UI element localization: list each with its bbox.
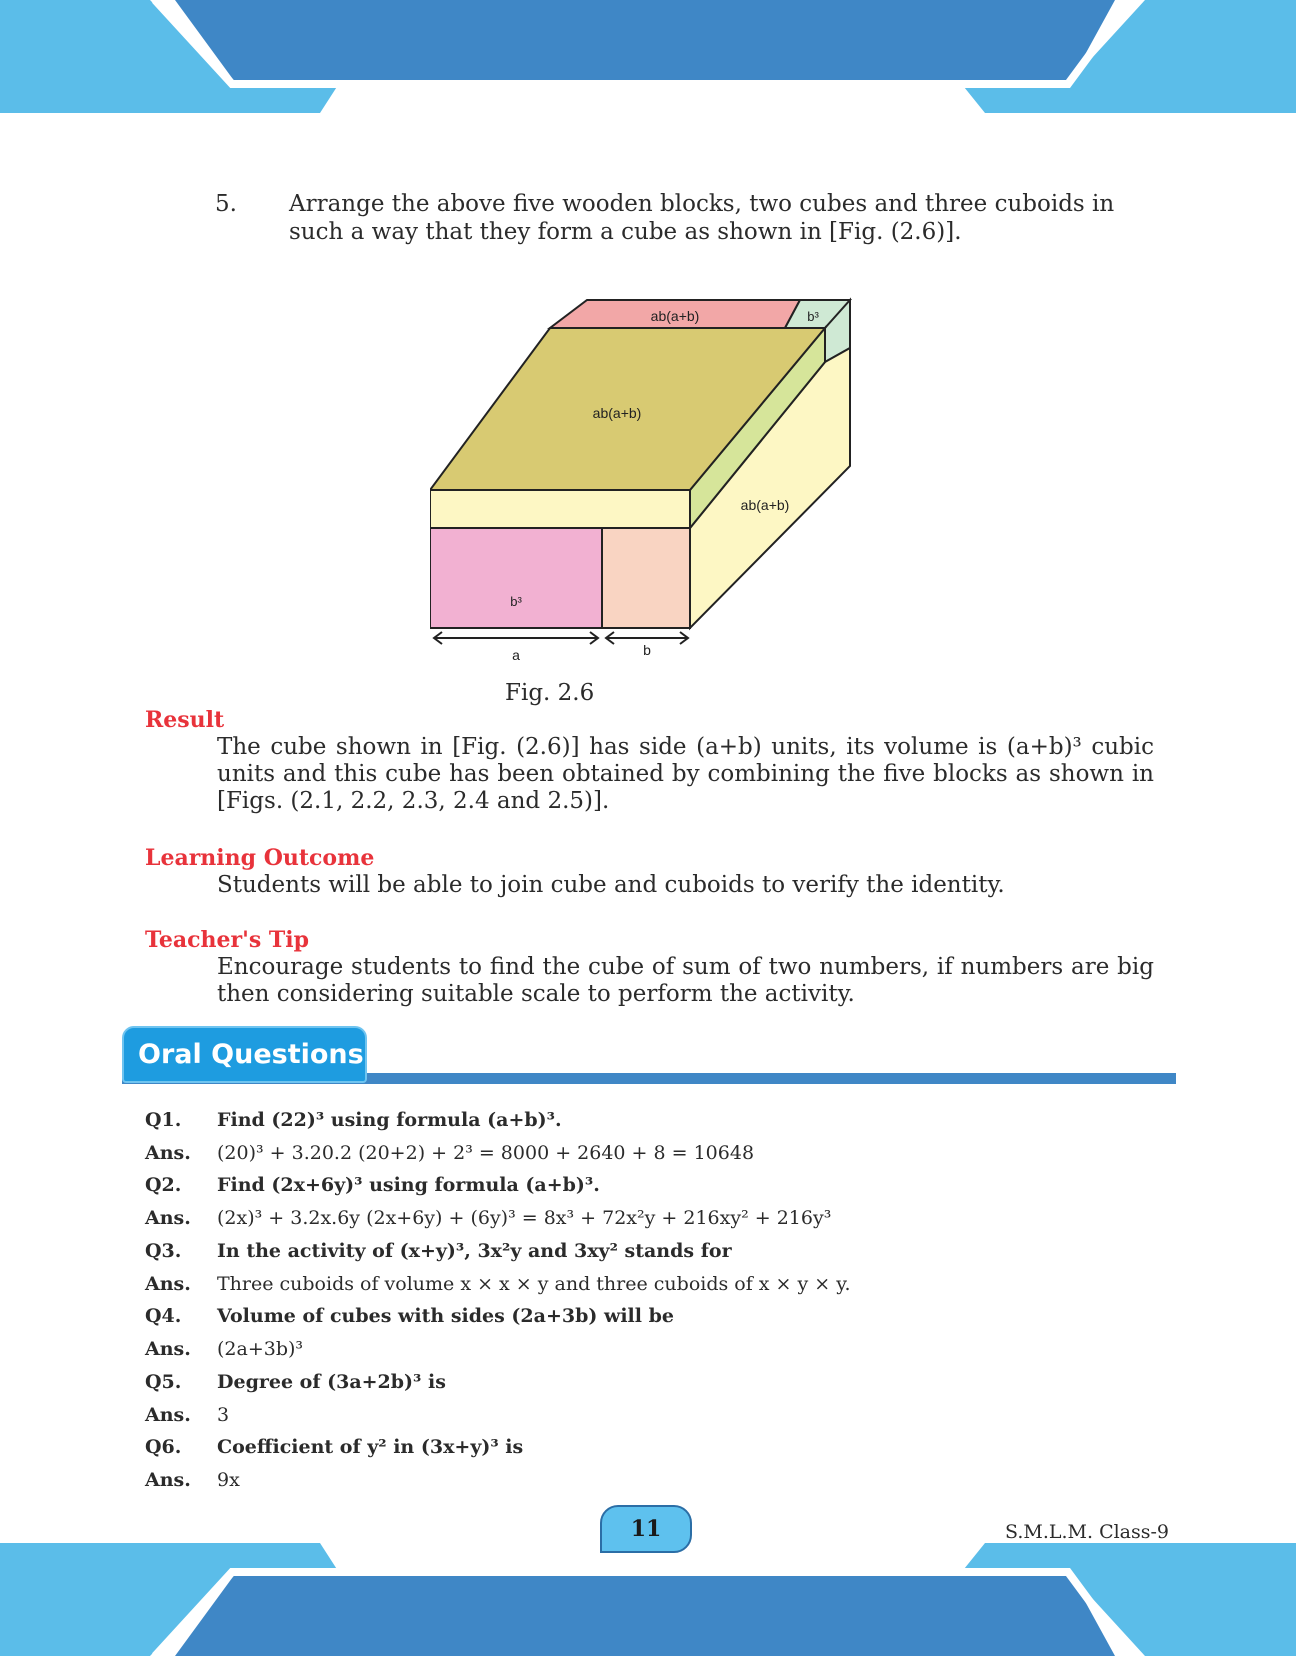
teachers-tip-heading: Teacher's Tip: [145, 927, 309, 953]
answer-label: Ans.: [145, 1142, 191, 1164]
answer-text: 9x: [217, 1469, 240, 1491]
answer-label: Ans.: [145, 1338, 191, 1360]
answer-label: Ans.: [145, 1404, 191, 1426]
question-text: Coefficient of y² in (3x+y)³ is: [217, 1436, 524, 1458]
learning-outcome-text: Students will be able to join cube and cuboids to verify the identity.: [217, 872, 1005, 898]
answer-text: Three cuboids of volume x × x × y and three cuboids of x × y × y.: [217, 1273, 851, 1295]
result-heading: Result: [145, 707, 225, 733]
answer-text: (2x)³ + 3.2x.6y (2x+6y) + (6y)³ = 8x³ + 72x²y + 216xy² + 216y³: [217, 1207, 832, 1229]
label-top-strip: ab(a+b): [650, 308, 700, 324]
dimension-arrow-a: [434, 632, 598, 644]
figure-caption: Fig. 2.6: [505, 680, 595, 706]
front-pink-block: [430, 528, 602, 628]
question-label: Q1.: [145, 1109, 182, 1131]
front-band: [430, 490, 690, 528]
answer-label: Ans.: [145, 1273, 191, 1295]
book-title: S.M.L.M. Class-9: [1005, 1521, 1170, 1543]
answer-text: (20)³ + 3.20.2 (20+2) + 2³ = 8000 + 2640 + 8 = 10648: [217, 1142, 755, 1164]
label-dim-b: b: [643, 642, 651, 658]
teachers-tip-text: Encourage students to find the cube of sum of two numbers, if numbers are big then considering suitable scale to perform the activity.: [217, 954, 1154, 1007]
answer-label: Ans.: [145, 1469, 191, 1491]
bottom-banner-decoration: [0, 1526, 1296, 1656]
label-dim-a: a: [512, 647, 520, 663]
label-top-face: ab(a+b): [592, 405, 642, 421]
question-label: Q3.: [145, 1240, 182, 1262]
question-text: Volume of cubes with sides (2a+3b) will be: [217, 1305, 674, 1327]
answer-label: Ans.: [145, 1207, 191, 1229]
question-label: Q6.: [145, 1436, 182, 1458]
result-text: The cube shown in [Fig. (2.6)] has side (a+b) units, its volume is (a+b)³ cubic units and this cube has been obtained by combining the five blocks as shown in [Figs. (2.1, 2.2, 2.3, 2.4 and 2.5)].: [217, 734, 1154, 814]
question-text: Degree of (3a+2b)³ is: [217, 1371, 446, 1393]
cube-figure-2-6: [430, 290, 870, 670]
question-text: Find (22)³ using formula (a+b)³.: [217, 1109, 562, 1131]
question-label: Q4.: [145, 1305, 182, 1327]
label-right-face: ab(a+b): [740, 497, 790, 513]
label-front-pink: b³: [510, 594, 522, 609]
question-label: Q2.: [145, 1174, 182, 1196]
top-banner-decoration: [0, 0, 1296, 130]
answer-text: 3: [217, 1404, 230, 1426]
front-peach-block: [602, 528, 690, 628]
label-top-small-cube: b³: [807, 309, 819, 324]
question-label: Q5.: [145, 1371, 182, 1393]
answer-text: (2a+3b)³: [217, 1338, 304, 1360]
question-text: Find (2x+6y)³ using formula (a+b)³.: [217, 1174, 600, 1196]
step-number: 5.: [215, 191, 237, 217]
oral-questions-title: Oral Questions: [122, 1026, 367, 1083]
step-text: Arrange the above five wooden blocks, two cubes and three cuboids in such a way that they form a cube as shown in [Fig. (2.6)].: [289, 191, 1115, 245]
question-text: In the activity of (x+y)³, 3x²y and 3xy² stands for: [217, 1240, 732, 1262]
page-number: 11: [600, 1505, 692, 1553]
learning-outcome-heading: Learning Outcome: [145, 845, 375, 871]
